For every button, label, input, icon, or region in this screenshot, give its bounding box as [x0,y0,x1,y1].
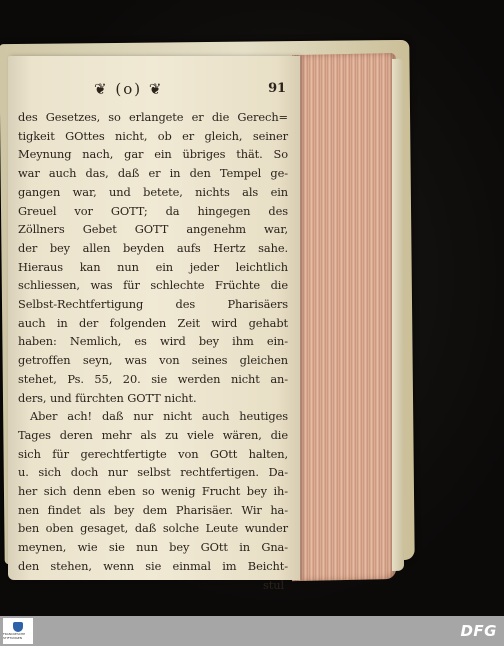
text-line: des Gesetzes, so erlangete er die Gerech= [18,110,288,124]
text-line: tigkeit GOttes nicht, ob er gleich, seiner [18,128,288,143]
library-logo-icon [13,622,23,632]
header-ornament: ❦ (o) ❦ [94,80,164,98]
catchword: stul [262,577,284,592]
book-page [8,56,300,592]
text-line: Meynung nach, gar ein übriges thät. So [18,147,288,162]
text-line: schliessen, was für schlechte Früchte die [18,278,288,293]
text-line: Hieraus kan nun ein jeder leichtlich [18,259,288,274]
page-text [18,78,288,594]
text-line: meynen, wie sie nun bey GOtt in Gna- [18,540,288,555]
text-line: u. sich doch nur selbst rechtfertigen. Da- [18,465,288,480]
text-line: getroffen seyn, was von seines gleichen [18,353,288,368]
text-line: Greuel vor GOTT; da hingegen des [18,203,288,218]
text-line: Tages deren mehr als zu viele wären, die [18,427,288,442]
library-logo[interactable] [3,618,33,644]
text-line: stehet, Ps. 55, 20. sie werden nicht an- [18,371,288,386]
text-line: den stehen, wenn sie einmal im Beicht- [18,558,288,573]
text-line: auch in der folgenden Zeit wird gehabt [18,315,288,330]
text-line: war auch das, daß er in den Tempel ge- [18,166,288,181]
text-line: Selbst-Rechtfertigung des Pharisäers [18,297,288,312]
text-line: gangen war, und betete, nichts als ein [18,184,288,199]
text-line: sich für gerechtfertigte von GOtt halten, [18,446,288,461]
page-edges [292,53,396,581]
text-line: ders, und fürchten GOTT nicht. [18,390,197,405]
page-header [18,78,288,102]
text-line: ben oben gesaget, daß solche Leute wunder [18,521,288,536]
text-line: her sich denn eben so wenig Frucht bey ih- [18,484,288,499]
text-line: Zöllners Gebet GOTT angenehm war, [18,222,288,237]
text-line: der bey allen beyden aufs Hertz sahe. [18,240,288,255]
viewer-footer-bar [0,616,504,646]
dfg-logo[interactable]: DFG [460,622,497,640]
page-number: 91 [268,81,286,96]
text-line: Aber ach! daß nur nicht auch heutiges [30,409,288,424]
library-logo-text: FRANCKESCHE STIFTUNGEN [3,632,26,640]
text-line: haben: Nemlich, es wird bey ihm ein- [18,334,288,349]
text-line: nen findet als bey dem Pharisäer. Wir ha- [18,502,288,517]
